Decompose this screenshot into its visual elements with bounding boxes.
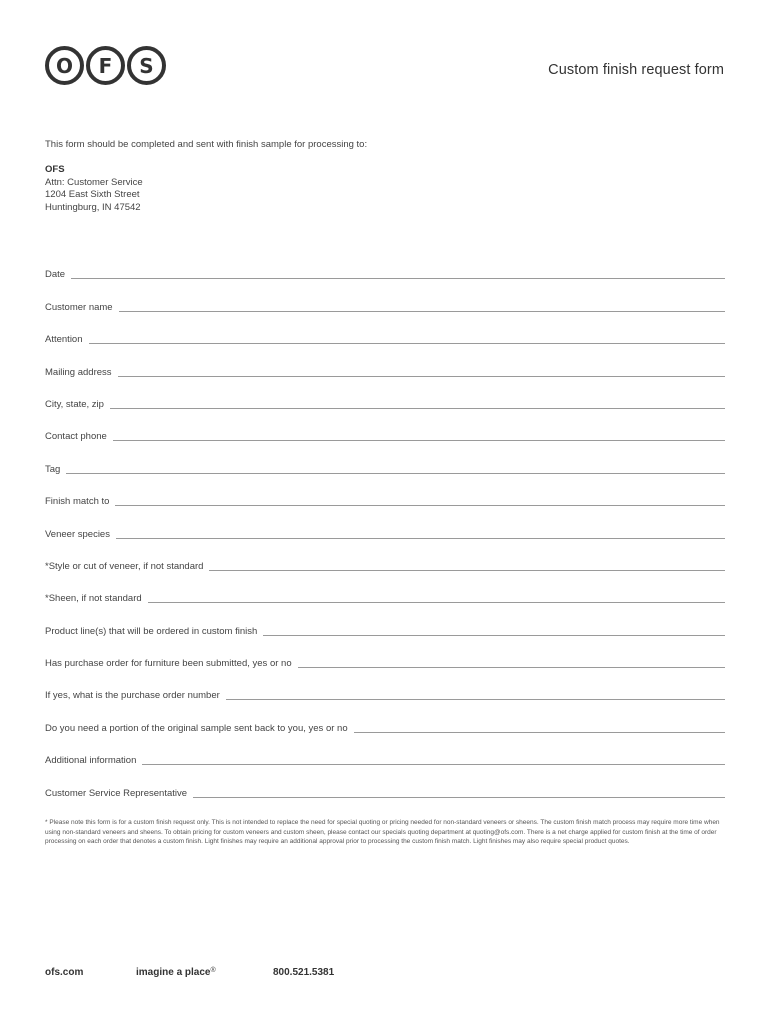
footer-tagline-mark: ® <box>210 967 216 974</box>
intro-text: This form should be completed and sent with finish sample for processing to: <box>45 139 368 150</box>
footer-phone: 800.521.5381 <box>273 967 335 978</box>
address-org: OFS <box>45 164 65 175</box>
address-street: 1204 East Sixth Street <box>45 189 140 200</box>
footer-website: ofs.com <box>45 967 84 978</box>
field-label: Veneer species <box>45 528 110 540</box>
form-field-row <box>45 249 725 281</box>
footer-tagline-text: imagine a place <box>136 967 211 978</box>
field-input-line[interactable] <box>116 538 725 539</box>
logo-letter-f: F <box>86 46 125 85</box>
field-input-line[interactable] <box>354 732 725 733</box>
field-label: Contact phone <box>45 431 107 443</box>
form-field-row <box>45 605 725 637</box>
form-field-row <box>45 508 725 540</box>
footnote: * Please note this form is for a custom finish request only. This is not intended to replace the need for special quoting or pricing needed for non-standard veneers or sheens. The custom finish match process may require more time when using non-standard veneers and sheens. To obtain pricing for custom veneers and custom sheen, please contact our specials quoting department at quoting@ofs.com. There is a net charge applied for custom finish at the time of order processing on each order that denotes a custom finish. Light finishes may require an additional approval prior to processing the custom finish match. Light finishes may also require special product quotes. <box>45 819 720 845</box>
field-label: Additional information <box>45 755 137 767</box>
page-footer <box>45 967 334 978</box>
form-field-row <box>45 541 725 573</box>
logo-letter-s: S <box>127 46 166 85</box>
field-input-line[interactable] <box>209 570 725 571</box>
ofs-logo <box>45 46 166 85</box>
address-city: Huntingburg, IN 47542 <box>45 201 141 213</box>
field-label: Customer Service Representative <box>45 787 188 799</box>
field-input-line[interactable] <box>71 278 725 279</box>
field-input-line[interactable] <box>226 699 725 700</box>
field-input-line[interactable] <box>263 635 725 636</box>
field-input-line[interactable] <box>110 408 725 409</box>
form-field-row <box>45 379 725 411</box>
field-input-line[interactable] <box>115 505 725 506</box>
field-input-line[interactable] <box>298 667 725 668</box>
field-input-line[interactable] <box>113 440 725 441</box>
field-label: City, state, zip <box>45 398 104 410</box>
field-input-line[interactable] <box>148 602 725 603</box>
logo-letter-o: O <box>45 46 84 85</box>
form-fields <box>45 249 725 800</box>
mailing-address-block <box>45 164 143 214</box>
form-field-row <box>45 281 725 313</box>
field-label: *Sheen, if not standard <box>45 593 142 605</box>
field-input-line[interactable] <box>119 311 725 312</box>
field-input-line[interactable] <box>66 473 725 474</box>
field-label: Mailing address <box>45 366 112 378</box>
form-title: Custom finish request form <box>548 62 724 78</box>
field-input-line[interactable] <box>89 343 726 344</box>
field-label: Do you need a portion of the original sample sent back to you, yes or no <box>45 722 348 734</box>
field-label: If yes, what is the purchase order number <box>45 690 220 702</box>
form-field-row <box>45 670 725 702</box>
footer-tagline <box>136 967 273 978</box>
form-field-row <box>45 573 725 605</box>
field-input-line[interactable] <box>142 764 725 765</box>
address-attn: Attn: Customer Service <box>45 176 143 188</box>
field-label: Tag <box>45 463 61 475</box>
field-input-line[interactable] <box>118 376 725 377</box>
form-field-row <box>45 346 725 378</box>
form-field-row <box>45 443 725 475</box>
field-label: Has purchase order for furniture been submitted, yes or no <box>45 658 292 670</box>
form-field-row <box>45 702 725 734</box>
form-field-row <box>45 411 725 443</box>
form-field-row <box>45 735 725 767</box>
field-label: *Style or cut of veneer, if not standard <box>45 560 204 572</box>
field-input-line[interactable] <box>193 797 725 798</box>
field-label: Product line(s) that will be ordered in custom finish <box>45 625 258 637</box>
field-label: Customer name <box>45 301 113 313</box>
field-label: Date <box>45 269 66 281</box>
form-field-row <box>45 314 725 346</box>
field-label: Finish match to <box>45 496 110 508</box>
form-field-row <box>45 767 725 799</box>
field-label: Attention <box>45 334 83 346</box>
form-field-row <box>45 638 725 670</box>
form-field-row <box>45 476 725 508</box>
